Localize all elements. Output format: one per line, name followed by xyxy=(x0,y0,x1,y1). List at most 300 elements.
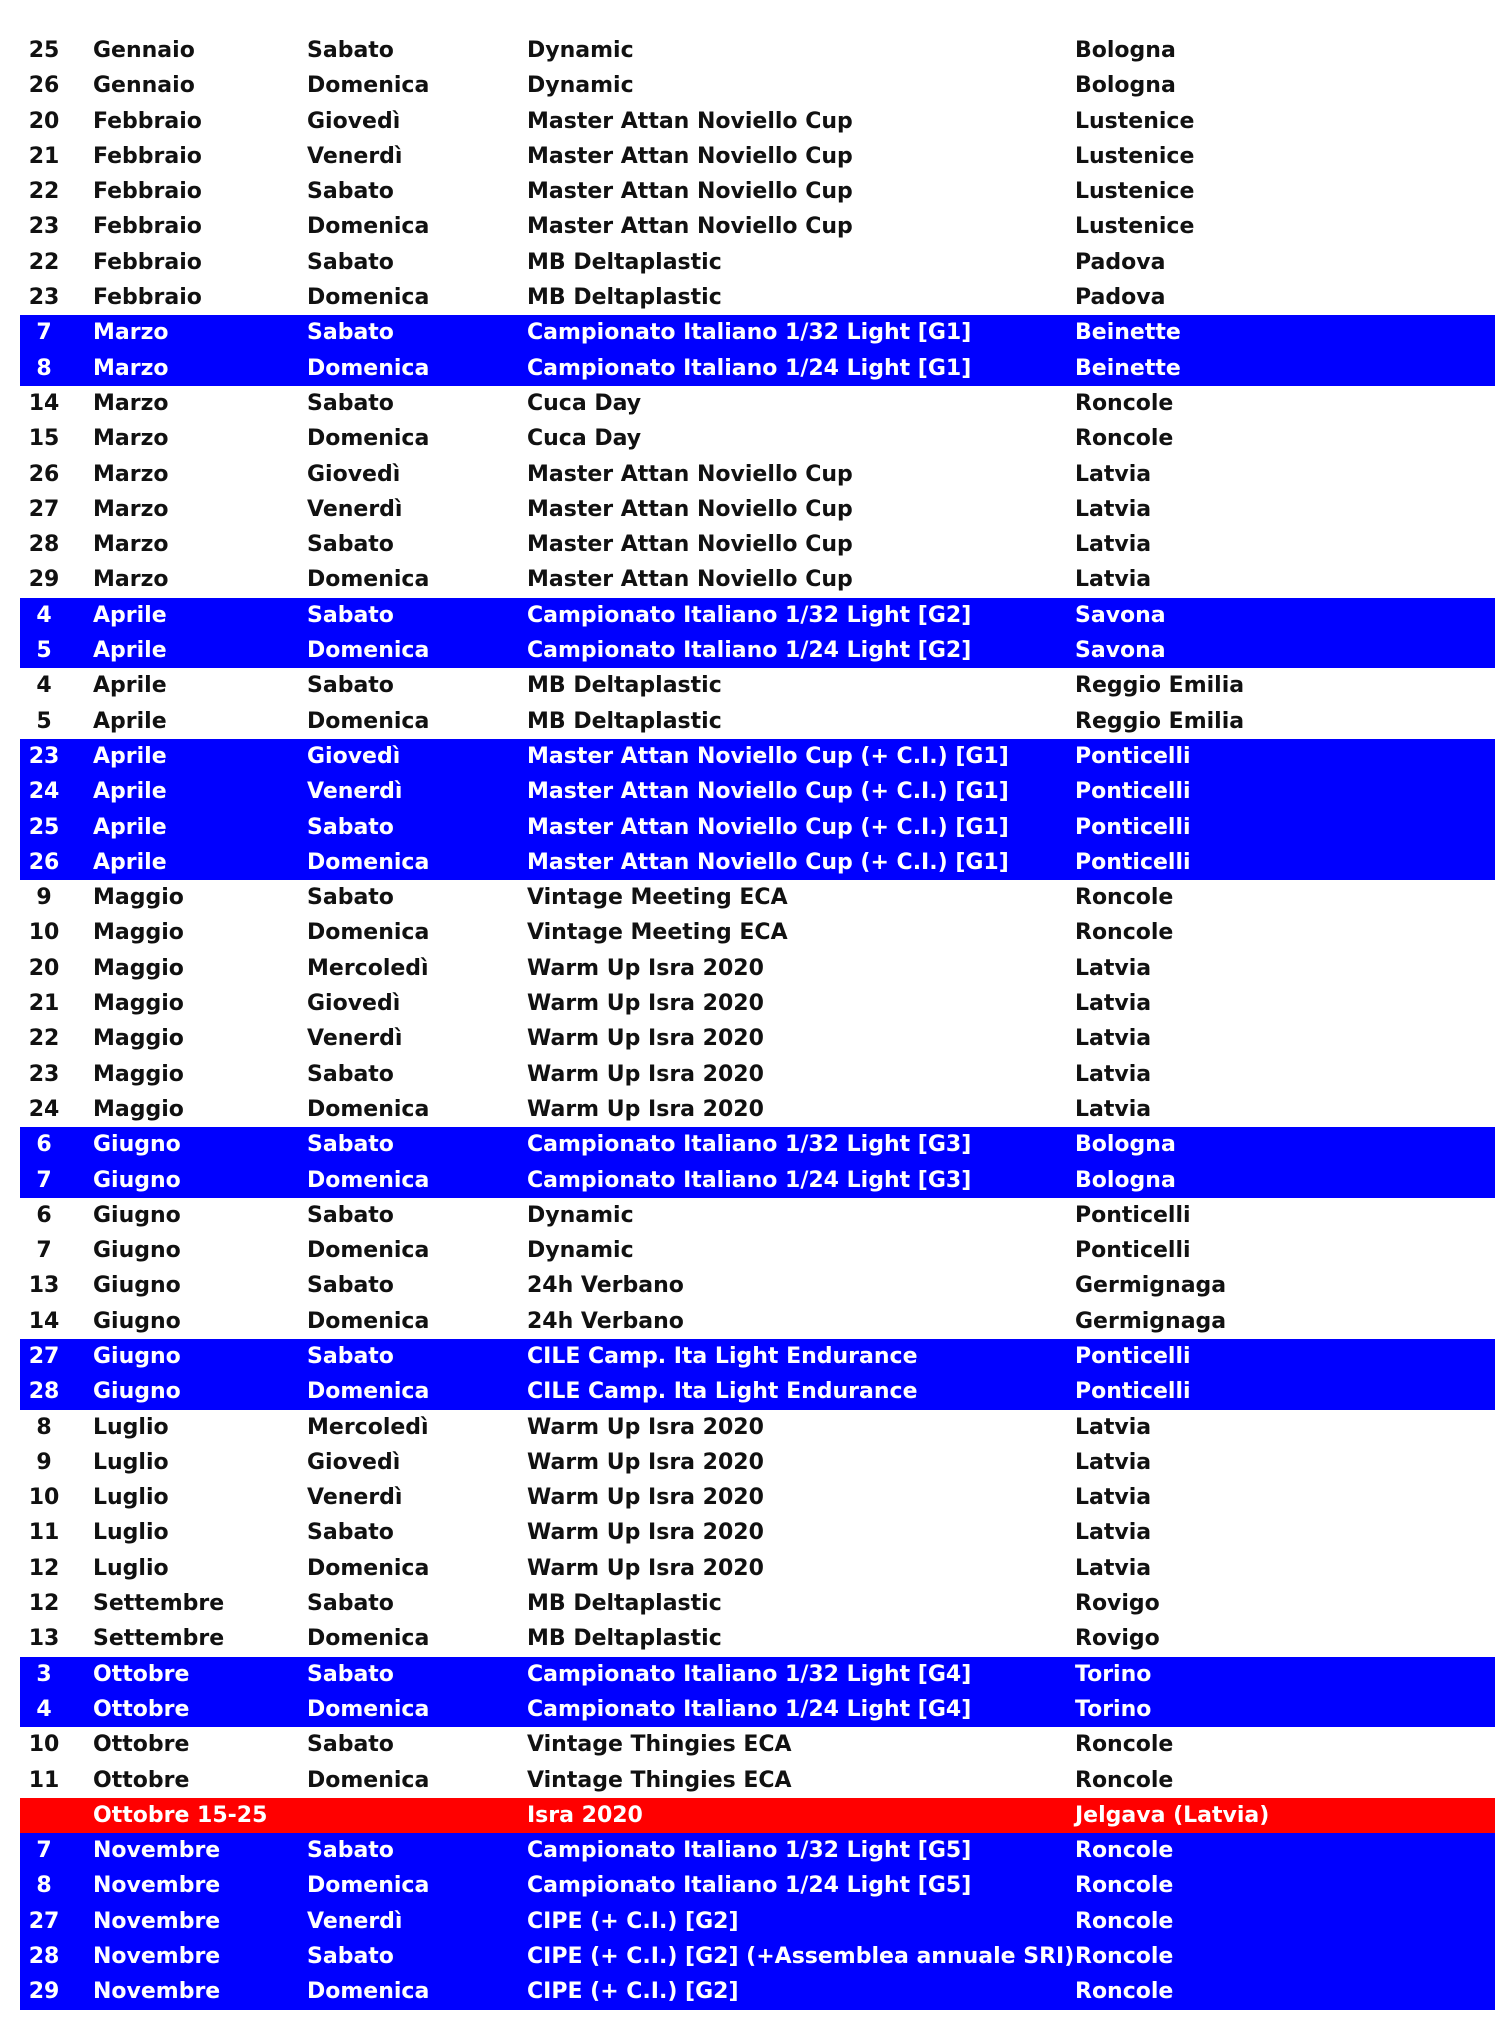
weekday-name: Giovedì xyxy=(307,1449,401,1475)
event-name: Isra 2020 xyxy=(527,1802,643,1828)
calendar-row xyxy=(20,386,1495,421)
event-name: Cuca Day xyxy=(527,390,642,416)
day-number: 27 xyxy=(28,496,60,522)
event-name: Campionato Italiano 1/24 Light [G5] xyxy=(527,1873,972,1899)
event-location: Roncole xyxy=(1075,1732,1174,1758)
event-location: Roncole xyxy=(1075,1873,1174,1899)
day-number: 21 xyxy=(28,143,60,169)
month-name: Giugno xyxy=(93,1132,181,1158)
month-name: Febbraio xyxy=(93,249,202,275)
event-location: Roncole xyxy=(1075,390,1174,416)
month-name: Marzo xyxy=(93,355,169,381)
event-location: Torino xyxy=(1075,1661,1152,1687)
month-name: Maggio xyxy=(93,1061,184,1087)
event-location: Latvia xyxy=(1075,1061,1152,1087)
day-number: 13 xyxy=(28,1273,60,1299)
event-location: Roncole xyxy=(1075,1979,1174,2005)
weekday-name: Domenica xyxy=(307,1979,430,2005)
month-name: Marzo xyxy=(93,532,169,558)
day-number: 21 xyxy=(28,991,60,1017)
calendar-row xyxy=(20,1692,1495,1727)
day-number: 10 xyxy=(28,1485,60,1511)
weekday-name: Sabato xyxy=(307,1202,394,1228)
weekday-name: Domenica xyxy=(307,285,430,311)
calendar-row xyxy=(20,633,1495,668)
calendar-row xyxy=(20,598,1495,633)
event-name: CILE Camp. Ita Light Endurance xyxy=(527,1379,918,1405)
event-name: 24h Verbano xyxy=(527,1273,684,1299)
calendar-row xyxy=(20,421,1495,456)
weekday-name: Sabato xyxy=(307,673,394,699)
calendar-row xyxy=(20,1974,1495,2009)
event-name: Warm Up Isra 2020 xyxy=(527,1061,764,1087)
month-name: Aprile xyxy=(93,779,167,805)
calendar-row xyxy=(20,315,1495,350)
calendar-row xyxy=(20,845,1495,880)
calendar-row xyxy=(20,986,1495,1021)
weekday-name: Mercoledì xyxy=(307,1414,429,1440)
calendar-row xyxy=(20,1868,1495,1903)
month-name: Febbraio xyxy=(93,108,202,134)
day-number: 26 xyxy=(28,461,60,487)
weekday-name: Domenica xyxy=(307,567,430,593)
weekday-name: Venerdì xyxy=(307,496,403,522)
month-name: Novembre xyxy=(93,1873,221,1899)
day-number: 27 xyxy=(28,1343,60,1369)
event-name: CIPE (+ C.I.) [G2] (+Assemblea annuale SRI) xyxy=(527,1944,1075,1970)
calendar-row xyxy=(20,1939,1495,1974)
calendar-row xyxy=(20,1515,1495,1550)
month-name: Ottobre xyxy=(93,1767,190,1793)
event-name: Warm Up Isra 2020 xyxy=(527,1520,764,1546)
calendar-row xyxy=(20,492,1495,527)
weekday-name: Sabato xyxy=(307,602,394,628)
event-location: Ponticelli xyxy=(1075,779,1191,805)
calendar-row xyxy=(20,1657,1495,1692)
month-name: Giugno xyxy=(93,1238,181,1264)
event-name: MB Deltaplastic xyxy=(527,673,722,699)
event-location: Reggio Emilia xyxy=(1075,708,1245,734)
event-location: Beinette xyxy=(1075,355,1181,381)
event-location: Latvia xyxy=(1075,1449,1152,1475)
month-name: Aprile xyxy=(93,708,167,734)
event-location: Latvia xyxy=(1075,532,1152,558)
day-number: 26 xyxy=(28,73,60,99)
day-number: 6 xyxy=(36,1132,52,1158)
weekday-name: Sabato xyxy=(307,1732,394,1758)
event-location: Roncole xyxy=(1075,885,1174,911)
event-location: Ponticelli xyxy=(1075,1202,1191,1228)
event-name: Master Attan Noviello Cup xyxy=(527,567,853,593)
day-number: 15 xyxy=(28,426,60,452)
calendar-row xyxy=(20,1833,1495,1868)
calendar-row xyxy=(20,668,1495,703)
month-name: Marzo xyxy=(93,320,169,346)
month-name: Luglio xyxy=(93,1449,169,1475)
calendar-row xyxy=(20,527,1495,562)
day-number: 14 xyxy=(28,1308,60,1334)
event-name: MB Deltaplastic xyxy=(527,708,722,734)
event-location: Savona xyxy=(1075,638,1166,664)
month-name: Maggio xyxy=(93,920,184,946)
weekday-name: Venerdì xyxy=(307,1485,403,1511)
month-name: Giugno xyxy=(93,1167,181,1193)
month-name: Settembre xyxy=(93,1626,225,1652)
calendar-row xyxy=(20,739,1495,774)
day-number: 5 xyxy=(36,708,52,734)
calendar-row xyxy=(20,174,1495,209)
event-name: Warm Up Isra 2020 xyxy=(527,1485,764,1511)
day-number: 3 xyxy=(36,1661,52,1687)
event-location: Padova xyxy=(1075,285,1166,311)
event-location: Latvia xyxy=(1075,461,1152,487)
day-number: 7 xyxy=(36,1238,52,1264)
event-name: Vintage Thingies ECA xyxy=(527,1767,792,1793)
weekday-name: Domenica xyxy=(307,426,430,452)
event-name: 24h Verbano xyxy=(527,1308,684,1334)
event-location: Beinette xyxy=(1075,320,1181,346)
event-name: Campionato Italiano 1/24 Light [G2] xyxy=(527,638,972,664)
month-name: Ottobre xyxy=(93,1661,190,1687)
calendar-row xyxy=(20,1127,1495,1162)
month-name: Giugno xyxy=(93,1379,181,1405)
calendar-row xyxy=(20,68,1495,103)
event-location: Padova xyxy=(1075,249,1166,275)
calendar-row xyxy=(20,209,1495,244)
event-name: Master Attan Noviello Cup xyxy=(527,143,853,169)
calendar-row xyxy=(20,1798,1495,1833)
month-name: Luglio xyxy=(93,1555,169,1581)
weekday-name: Domenica xyxy=(307,1308,430,1334)
day-number: 24 xyxy=(28,1096,60,1122)
calendar-row xyxy=(20,1480,1495,1515)
event-name: Campionato Italiano 1/32 Light [G3] xyxy=(527,1132,972,1158)
month-name: Giugno xyxy=(93,1273,181,1299)
event-location: Latvia xyxy=(1075,955,1152,981)
event-name: CIPE (+ C.I.) [G2] xyxy=(527,1979,739,2005)
event-location: Roncole xyxy=(1075,426,1174,452)
day-number: 8 xyxy=(36,1414,52,1440)
event-name: Vintage Meeting ECA xyxy=(527,885,788,911)
event-name: Campionato Italiano 1/24 Light [G3] xyxy=(527,1167,972,1193)
weekday-name: Sabato xyxy=(307,1591,394,1617)
weekday-name: Domenica xyxy=(307,1555,430,1581)
event-name: Campionato Italiano 1/32 Light [G4] xyxy=(527,1661,972,1687)
event-name: Dynamic xyxy=(527,73,634,99)
weekday-name: Domenica xyxy=(307,1096,430,1122)
event-name: Master Attan Noviello Cup xyxy=(527,108,853,134)
event-location: Latvia xyxy=(1075,1555,1152,1581)
event-location: Bologna xyxy=(1075,73,1176,99)
day-number: 7 xyxy=(36,1838,52,1864)
event-name: Master Attan Noviello Cup (+ C.I.) [G1] xyxy=(527,814,1009,840)
event-name: Campionato Italiano 1/32 Light [G1] xyxy=(527,320,972,346)
day-number: 10 xyxy=(28,920,60,946)
weekday-name: Venerdì xyxy=(307,779,403,805)
month-name: Maggio xyxy=(93,1096,184,1122)
event-name: Master Attan Noviello Cup xyxy=(527,179,853,205)
event-location: Latvia xyxy=(1075,567,1152,593)
day-number: 23 xyxy=(28,743,60,769)
month-name: Febbraio xyxy=(93,214,202,240)
month-name: Novembre xyxy=(93,1838,221,1864)
event-name: Campionato Italiano 1/24 Light [G1] xyxy=(527,355,972,381)
event-location: Bologna xyxy=(1075,38,1176,63)
day-number: 12 xyxy=(28,1591,60,1617)
event-location: Roncole xyxy=(1075,1908,1174,1934)
event-location: Latvia xyxy=(1075,1485,1152,1511)
month-name: Febbraio xyxy=(93,285,202,311)
weekday-name: Sabato xyxy=(307,38,394,63)
event-location: Bologna xyxy=(1075,1132,1176,1158)
weekday-name: Sabato xyxy=(307,1944,394,1970)
day-number: 13 xyxy=(28,1626,60,1652)
calendar-row xyxy=(20,139,1495,174)
event-name: Master Attan Noviello Cup (+ C.I.) [G1] xyxy=(527,743,1009,769)
event-location: Latvia xyxy=(1075,1414,1152,1440)
event-location: Roncole xyxy=(1075,1767,1174,1793)
month-name: Ottobre xyxy=(93,1732,190,1758)
month-name: Maggio xyxy=(93,885,184,911)
event-name: MB Deltaplastic xyxy=(527,1591,722,1617)
weekday-name: Sabato xyxy=(307,1838,394,1864)
month-name: Maggio xyxy=(93,991,184,1017)
event-location: Ponticelli xyxy=(1075,1379,1191,1405)
weekday-name: Sabato xyxy=(307,532,394,558)
day-number: 14 xyxy=(28,390,60,416)
event-name: Warm Up Isra 2020 xyxy=(527,1026,764,1052)
event-location: Ponticelli xyxy=(1075,743,1191,769)
weekday-name: Sabato xyxy=(307,885,394,911)
calendar-row xyxy=(20,1057,1495,1092)
event-calendar-table xyxy=(20,33,1495,2010)
day-number: 23 xyxy=(28,1061,60,1087)
event-location: Lustenice xyxy=(1075,143,1195,169)
weekday-name: Sabato xyxy=(307,1343,394,1369)
event-name: Master Attan Noviello Cup (+ C.I.) [G1] xyxy=(527,779,1009,805)
event-location: Roncole xyxy=(1075,1838,1174,1864)
month-name: Marzo xyxy=(93,567,169,593)
calendar-row xyxy=(20,1410,1495,1445)
day-number: 26 xyxy=(28,849,60,875)
event-location: Torino xyxy=(1075,1696,1152,1722)
weekday-name: Sabato xyxy=(307,1061,394,1087)
calendar-row xyxy=(20,1374,1495,1409)
weekday-name: Sabato xyxy=(307,1520,394,1546)
weekday-name: Sabato xyxy=(307,320,394,346)
event-name: Master Attan Noviello Cup (+ C.I.) [G1] xyxy=(527,849,1009,875)
month-name: Aprile xyxy=(93,638,167,664)
calendar-row xyxy=(20,33,1495,68)
calendar-row xyxy=(20,104,1495,139)
event-name: Campionato Italiano 1/24 Light [G4] xyxy=(527,1696,972,1722)
event-location: Ponticelli xyxy=(1075,814,1191,840)
event-location: Reggio Emilia xyxy=(1075,673,1245,699)
event-location: Latvia xyxy=(1075,1096,1152,1122)
day-number: 25 xyxy=(28,814,60,840)
month-name: Febbraio xyxy=(93,143,202,169)
event-name: Warm Up Isra 2020 xyxy=(527,991,764,1017)
weekday-name: Domenica xyxy=(307,1767,430,1793)
day-number: 8 xyxy=(36,355,52,381)
event-name: Campionato Italiano 1/32 Light [G5] xyxy=(527,1838,972,1864)
day-number: 4 xyxy=(36,602,52,628)
calendar-row xyxy=(20,915,1495,950)
event-name: Warm Up Isra 2020 xyxy=(527,1414,764,1440)
day-number: 22 xyxy=(28,249,60,275)
month-name: Marzo xyxy=(93,461,169,487)
calendar-row xyxy=(20,1092,1495,1127)
day-number: 7 xyxy=(36,320,52,346)
calendar-row xyxy=(20,1339,1495,1374)
calendar-row xyxy=(20,1904,1495,1939)
weekday-name: Sabato xyxy=(307,390,394,416)
calendar-row xyxy=(20,951,1495,986)
month-name: Maggio xyxy=(93,1026,184,1052)
calendar-row xyxy=(20,1586,1495,1621)
month-name: Giugno xyxy=(93,1308,181,1334)
day-number: 28 xyxy=(28,532,60,558)
month-name: Marzo xyxy=(93,390,169,416)
event-location: Rovigo xyxy=(1075,1626,1160,1652)
calendar-row xyxy=(20,1763,1495,1798)
event-name: MB Deltaplastic xyxy=(527,285,722,311)
weekday-name: Domenica xyxy=(307,849,430,875)
weekday-name: Sabato xyxy=(307,1132,394,1158)
day-number: 23 xyxy=(28,214,60,240)
day-number: 4 xyxy=(36,673,52,699)
calendar-row xyxy=(20,1445,1495,1480)
weekday-name: Venerdì xyxy=(307,1026,403,1052)
event-name: Vintage Meeting ECA xyxy=(527,920,788,946)
day-number: 22 xyxy=(28,1026,60,1052)
calendar-row xyxy=(20,351,1495,386)
weekday-name: Giovedì xyxy=(307,461,401,487)
weekday-name: Domenica xyxy=(307,1873,430,1899)
month-name: Settembre xyxy=(93,1591,225,1617)
day-number: 8 xyxy=(36,1873,52,1899)
event-name: Campionato Italiano 1/32 Light [G2] xyxy=(527,602,972,628)
event-location: Latvia xyxy=(1075,1026,1152,1052)
event-name: Master Attan Noviello Cup xyxy=(527,532,853,558)
month-name: Novembre xyxy=(93,1979,221,2005)
day-number: 9 xyxy=(36,1449,52,1475)
event-name: MB Deltaplastic xyxy=(527,249,722,275)
calendar-row xyxy=(20,1163,1495,1198)
event-location: Bologna xyxy=(1075,1167,1176,1193)
weekday-name: Domenica xyxy=(307,1379,430,1405)
event-name: Master Attan Noviello Cup xyxy=(527,214,853,240)
weekday-name: Giovedì xyxy=(307,743,401,769)
month-name: Aprile xyxy=(93,673,167,699)
calendar-row xyxy=(20,1268,1495,1303)
calendar-row xyxy=(20,1621,1495,1656)
weekday-name: Domenica xyxy=(307,638,430,664)
calendar-row xyxy=(20,1233,1495,1268)
day-number: 20 xyxy=(28,955,60,981)
calendar-row xyxy=(20,1021,1495,1056)
weekday-name: Mercoledì xyxy=(307,955,429,981)
month-name: Ottobre xyxy=(93,1696,190,1722)
month-name: Ottobre 15-25 xyxy=(93,1802,268,1828)
month-name: Aprile xyxy=(93,743,167,769)
event-location: Lustenice xyxy=(1075,179,1195,205)
day-number: 20 xyxy=(28,108,60,134)
day-number: 11 xyxy=(28,1520,60,1546)
event-name: Dynamic xyxy=(527,1202,634,1228)
day-number: 29 xyxy=(28,1979,60,2005)
calendar-row xyxy=(20,704,1495,739)
month-name: Gennaio xyxy=(93,73,195,99)
event-location: Savona xyxy=(1075,602,1166,628)
calendar-row xyxy=(20,1198,1495,1233)
event-name: Master Attan Noviello Cup xyxy=(527,461,853,487)
day-number: 9 xyxy=(36,885,52,911)
event-name: Warm Up Isra 2020 xyxy=(527,1555,764,1581)
event-location: Ponticelli xyxy=(1075,1238,1191,1264)
weekday-name: Domenica xyxy=(307,920,430,946)
month-name: Marzo xyxy=(93,496,169,522)
day-number: 23 xyxy=(28,285,60,311)
weekday-name: Giovedì xyxy=(307,108,401,134)
month-name: Febbraio xyxy=(93,179,202,205)
weekday-name: Domenica xyxy=(307,1238,430,1264)
event-name: Master Attan Noviello Cup xyxy=(527,496,853,522)
event-location: Jelgava (Latvia) xyxy=(1075,1802,1270,1828)
calendar-row xyxy=(20,810,1495,845)
month-name: Giugno xyxy=(93,1202,181,1228)
weekday-name: Venerdì xyxy=(307,1908,403,1934)
event-location: Germignaga xyxy=(1075,1308,1227,1334)
month-name: Giugno xyxy=(93,1343,181,1369)
weekday-name: Domenica xyxy=(307,1626,430,1652)
calendar-row xyxy=(20,457,1495,492)
event-location: Latvia xyxy=(1075,1520,1152,1546)
event-location: Latvia xyxy=(1075,991,1152,1017)
weekday-name: Sabato xyxy=(307,814,394,840)
calendar-row xyxy=(20,880,1495,915)
day-number: 7 xyxy=(36,1167,52,1193)
month-name: Aprile xyxy=(93,602,167,628)
event-location: Germignaga xyxy=(1075,1273,1227,1299)
day-number: 29 xyxy=(28,567,60,593)
month-name: Aprile xyxy=(93,849,167,875)
event-name: Cuca Day xyxy=(527,426,642,452)
event-location: Roncole xyxy=(1075,920,1174,946)
weekday-name: Giovedì xyxy=(307,991,401,1017)
calendar-row xyxy=(20,1727,1495,1762)
weekday-name: Domenica xyxy=(307,73,430,99)
event-location: Ponticelli xyxy=(1075,1343,1191,1369)
event-location: Latvia xyxy=(1075,496,1152,522)
day-number: 10 xyxy=(28,1732,60,1758)
day-number: 22 xyxy=(28,179,60,205)
weekday-name: Domenica xyxy=(307,1696,430,1722)
month-name: Maggio xyxy=(93,955,184,981)
event-name: Dynamic xyxy=(527,38,634,63)
event-location: Rovigo xyxy=(1075,1591,1160,1617)
weekday-name: Sabato xyxy=(307,179,394,205)
month-name: Gennaio xyxy=(93,38,195,63)
month-name: Novembre xyxy=(93,1908,221,1934)
day-number: 6 xyxy=(36,1202,52,1228)
event-name: Vintage Thingies ECA xyxy=(527,1732,792,1758)
event-name: Warm Up Isra 2020 xyxy=(527,1449,764,1475)
calendar-row xyxy=(20,562,1495,597)
calendar-row xyxy=(20,280,1495,315)
month-name: Aprile xyxy=(93,814,167,840)
day-number: 4 xyxy=(36,1696,52,1722)
